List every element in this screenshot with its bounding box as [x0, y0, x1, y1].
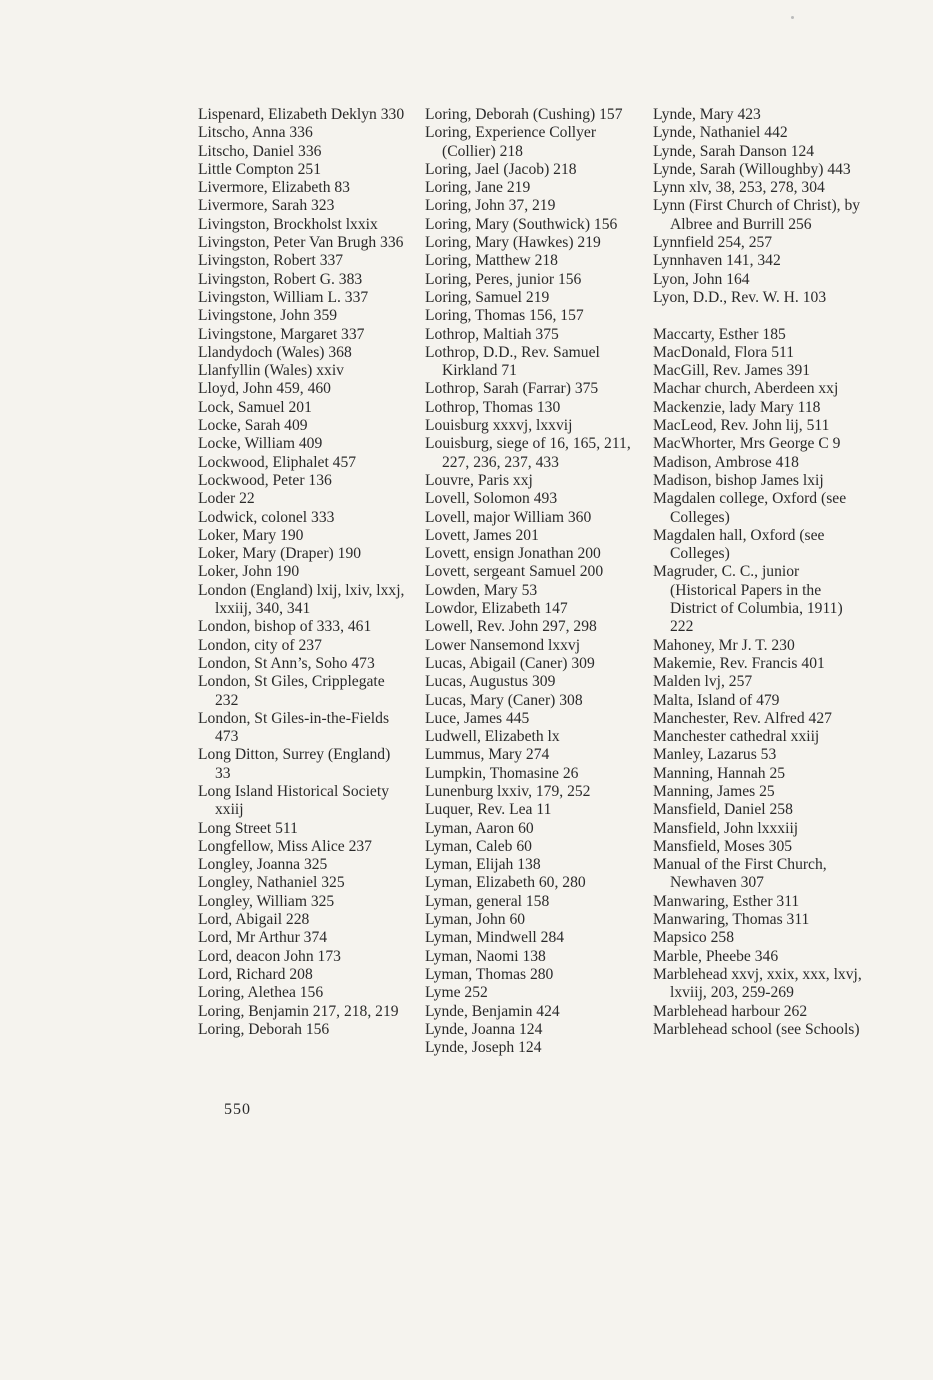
index-entry: London, bishop of 333, 461 [198, 618, 372, 636]
index-entry: Louisburg xxxvj, lxxvij [425, 417, 573, 435]
index-entry: Manchester, Rev. Alfred 427 [653, 709, 832, 727]
index-entry: Lyman, Caleb 60 [425, 837, 532, 855]
index-entry: Lynde, Joanna 124 [425, 1020, 543, 1038]
index-entry: Livingston, Peter Van Brugh 336 [198, 234, 404, 252]
index-entry: Lynde, Nathaniel 442 [653, 124, 788, 142]
index-entry: Lloyd, John 459, 460 [198, 380, 331, 398]
index-entry: Lynnfield 254, 257 [653, 234, 773, 252]
index-entry: Loring, Matthew 218 [425, 252, 558, 270]
index-entry: Manning, James 25 [653, 782, 775, 800]
index-entry: Lynn xlv, 38, 253, 278, 304 [653, 179, 825, 197]
index-entry: MacGill, Rev. James 391 [653, 362, 811, 380]
index-entry: Livingston, Robert G. 383 [198, 270, 363, 288]
index-entry: Loker, Mary 190 [198, 526, 304, 544]
index-column-left [198, 106, 408, 1039]
index-entry: Lyon, D.D., Rev. W. H. 103 [653, 288, 827, 306]
index-entry: Machar church, Aberdeen xxj [653, 380, 839, 398]
index-entry: Loring, Mary (Southwick) 156 [425, 215, 618, 233]
index-entry: Lowell, Rev. John 297, 298 [425, 618, 597, 636]
index-entry: Loring, Thomas 156, 157 [425, 307, 584, 325]
index-entry: Longley, Joanna 325 [198, 856, 328, 874]
index-entry: Livingston, Brockholst lxxix [198, 215, 378, 233]
index-entry: Loring, John 37, 219 [425, 197, 556, 215]
index-entry: Lowden, Mary 53 [425, 581, 538, 599]
index-entry: Mackenzie, lady Mary 118 [653, 398, 821, 416]
index-entry: Lower Nansemond lxxvj [425, 636, 581, 654]
index-entry: Luquer, Rev. Lea 11 [425, 801, 552, 819]
index-entry: Manning, Hannah 25 [653, 764, 786, 782]
index-entry: Lyman, Thomas 280 [425, 965, 554, 983]
index-entry: Magdalen hall, Oxford (see Colleges) [653, 526, 825, 563]
index-entry: Manual of the First Church, Newhaven 307 [653, 856, 827, 892]
index-entry: MacDonald, Flora 511 [653, 343, 795, 361]
index-entry: Lovett, ensign Jonathan 200 [425, 545, 601, 563]
index-entry: Long Ditton, Surrey (England) 33 [198, 746, 391, 782]
index-entry: Madison, Ambrose 418 [653, 453, 799, 471]
index-entry: Loring, Jael (Jacob) 218 [425, 160, 577, 178]
index-entry: Malta, Island of 479 [653, 691, 780, 709]
index-entry: Lovett, James 201 [425, 526, 539, 544]
index-entry: Lyman, Naomi 138 [425, 947, 546, 965]
index-entry: Lovell, major William 360 [425, 508, 592, 526]
index-entry: MacWhorter, Mrs George C 9 [653, 435, 841, 453]
index-entry: Manwaring, Thomas 311 [653, 911, 810, 929]
index-entry: Marblehead harbour 262 [653, 1002, 808, 1020]
index-entry: Mansfield, John lxxxiij [653, 819, 799, 837]
index-entry: Lyman, John 60 [425, 911, 526, 929]
index-entry: Lothrop, Maltiah 375 [425, 325, 559, 343]
index-entry: Lynde, Sarah Danson 124 [653, 142, 815, 160]
index-entry: Lock, Samuel 201 [198, 398, 312, 416]
index-entry: Lynde, Benjamin 424 [425, 1002, 560, 1020]
index-entry: Loring, Benjamin 217, 218, 219 [198, 1002, 399, 1020]
index-entry: Lord, Richard 208 [198, 965, 313, 983]
index-entry: London, city of 237 [198, 636, 322, 654]
index-entry: Loring, Samuel 219 [425, 288, 550, 306]
index-entry: Lynde, Joseph 124 [425, 1039, 542, 1057]
index-entry: Lothrop, Sarah (Farrar) 375 [425, 380, 599, 398]
index-entry: Locke, Sarah 409 [198, 417, 308, 435]
index-entry: Lodwick, colonel 333 [198, 508, 335, 526]
index-entry: Lynn (First Church of Christ), by Albree and Burrill 256 [653, 197, 861, 233]
index-entry: Longley, Nathaniel 325 [198, 874, 345, 892]
index-entry: London, St Ann’s, Soho 473 [198, 654, 375, 672]
index-entry: Loring, Peres, junior 156 [425, 270, 582, 288]
index-entry: Livingstone, John 359 [198, 307, 338, 325]
index-entry: Luce, James 445 [425, 709, 530, 727]
index-entry: Lyman, Mindwell 284 [425, 929, 565, 947]
index-entry: Livingston, Robert 337 [198, 252, 344, 270]
index-entry: Livingston, William L. 337 [198, 288, 369, 306]
index-entry: Little Compton 251 [198, 160, 322, 178]
index-entry: Manwaring, Esther 311 [653, 892, 800, 910]
index-entry: London, St Giles, Cripplegate 232 [198, 673, 385, 709]
index-entry: Lucas, Mary (Caner) 308 [425, 691, 583, 709]
index-entry: London, St Giles-in-the-Fields 473 [198, 709, 390, 746]
index-entry: Magdalen college, Oxford (see Colleges) [653, 490, 847, 526]
index-entry: Lunenburg lxxiv, 179, 252 [425, 782, 591, 800]
index-entry: Llandydoch (Wales) 368 [198, 343, 352, 361]
index-entry: Malden lvj, 257 [653, 673, 753, 691]
index-entry: Mansfield, Daniel 258 [653, 801, 793, 819]
index-entry: Loring, Deborah 156 [198, 1020, 330, 1038]
index-entry: Loker, John 190 [198, 563, 300, 581]
page-number: 550 [224, 1101, 251, 1118]
index-entry: Lyman, Elizabeth 60, 280 [425, 874, 586, 892]
index-entry: Lyman, Elijah 138 [425, 856, 541, 874]
index-entry: MacLeod, Rev. John lij, 511 [653, 417, 830, 435]
index-entry: Lynnhaven 141, 342 [653, 252, 781, 270]
index-entry: Litscho, Daniel 336 [198, 142, 322, 160]
index-entry: Llanfyllin (Wales) xxiv [198, 362, 344, 380]
index-entry: Lord, Abigail 228 [198, 911, 310, 929]
index-entry: Lummus, Mary 274 [425, 746, 550, 764]
index-entry: Lothrop, Thomas 130 [425, 398, 561, 416]
index-entry: Maccarty, Esther 185 [653, 325, 786, 343]
index-entry: Lyon, John 164 [653, 270, 750, 288]
index-entry: Lovell, Solomon 493 [425, 490, 558, 508]
index-entry: Marble, Pheebe 346 [653, 947, 779, 965]
index-entry: Lumpkin, Thomasine 26 [425, 764, 579, 782]
index-entry: Marblehead school (see Schools) [653, 1020, 860, 1038]
index-entry: Lothrop, D.D., Rev. Samuel Kirkland 71 [425, 343, 600, 380]
index-entry: Ludwell, Elizabeth lx [425, 728, 560, 746]
index-entry: Louvre, Paris xxj [425, 471, 533, 489]
index-entry: Lowdor, Elizabeth 147 [425, 600, 568, 618]
index-entry: Loring, Experience Collyer (Collier) 218 [425, 124, 597, 160]
index-entry: Lord, deacon John 173 [198, 947, 341, 965]
index-entry: Lucas, Abigail (Caner) 309 [425, 654, 595, 672]
index-entry: Lovett, sergeant Samuel 200 [425, 563, 604, 581]
index-entry: Loring, Alethea 156 [198, 984, 324, 1002]
index-entry: Lyman, general 158 [425, 892, 550, 910]
index-entry: Makemie, Rev. Francis 401 [653, 654, 825, 672]
index-entry: Locke, William 409 [198, 435, 323, 453]
index-column-middle [425, 106, 637, 1057]
index-entry: Mapsico 258 [653, 929, 734, 947]
index-entry: Louisburg, siege of 16, 165, 211, 227, 236, 237, 433 [425, 435, 631, 471]
index-entry: Livermore, Sarah 323 [198, 197, 335, 215]
index-entry: Longfellow, Miss Alice 237 [198, 837, 372, 855]
index-entry: Lynde, Sarah (Willoughby) 443 [653, 160, 851, 178]
index-entry: Longley, William 325 [198, 892, 335, 910]
index-entry: Loring, Mary (Hawkes) 219 [425, 234, 601, 252]
page-speck [791, 16, 794, 19]
index-entry: Lispenard, Elizabeth Deklyn 330 [198, 106, 405, 123]
index-entry: Lockwood, Peter 136 [198, 471, 332, 489]
index-entry: Manchester cathedral xxiij [653, 728, 820, 746]
index-entry: Mansfield, Moses 305 [653, 837, 793, 855]
index-entry: Lynde, Mary 423 [653, 106, 761, 123]
index-entry: Lyman, Aaron 60 [425, 819, 534, 837]
index-entry: Madison, bishop James lxij [653, 471, 824, 489]
index-entry: Magruder, C. C., junior (Historical Papers in the District of Columbia, 1911) 222 [653, 563, 843, 636]
index-entry: Loring, Jane 219 [425, 179, 531, 197]
index-entry: Lucas, Augustus 309 [425, 673, 556, 691]
index-entry: Loker, Mary (Draper) 190 [198, 545, 362, 563]
index-entry: Marblehead xxvj, xxix, xxx, lxvj, lxviij, 203, 259-269 [653, 965, 862, 1002]
index-entry: Litscho, Anna 336 [198, 124, 313, 142]
index-entry: Manley, Lazarus 53 [653, 746, 777, 764]
index-entry: Livingstone, Margaret 337 [198, 325, 365, 343]
index-entry: Lord, Mr Arthur 374 [198, 929, 328, 947]
index-entry: Lyme 252 [425, 984, 488, 1002]
index-entry: Long Street 511 [198, 819, 298, 837]
index-entry: London (England) lxij, lxiv, lxxj, lxxiij, 340, 341 [198, 581, 405, 618]
index-entry: Long Island Historical Society xxiij [198, 782, 389, 819]
index-column-right [653, 106, 865, 1039]
index-entry: Mahoney, Mr J. T. 230 [653, 636, 795, 654]
index-entry: Loring, Deborah (Cushing) 157 [425, 106, 623, 123]
index-entry: Livermore, Elizabeth 83 [198, 179, 350, 197]
index-entry: Loder 22 [198, 490, 255, 508]
index-entry: Lockwood, Eliphalet 457 [198, 453, 357, 471]
